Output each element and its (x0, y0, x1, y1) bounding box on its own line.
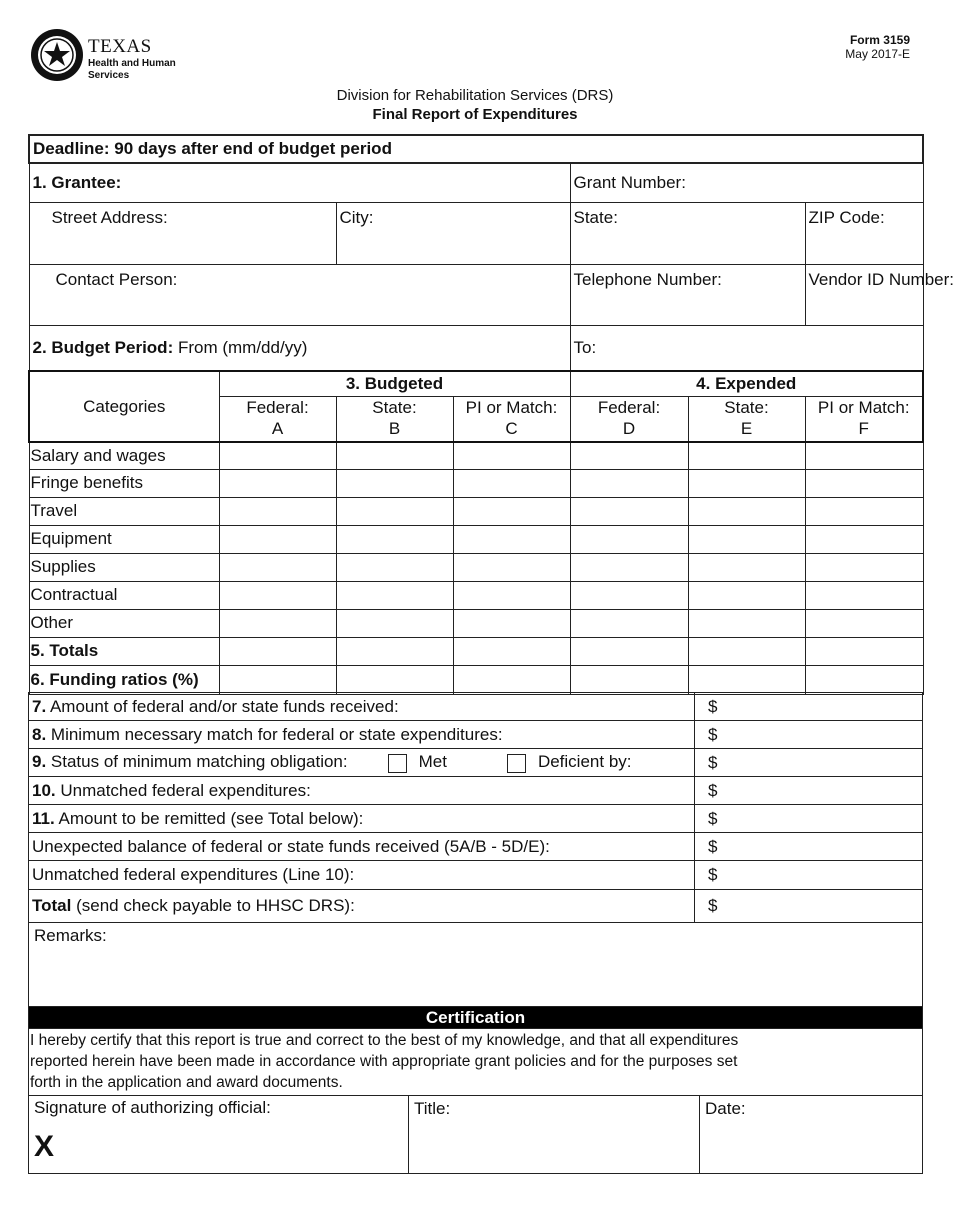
street-address-field[interactable]: Street Address: (29, 202, 336, 264)
total-line: Total (send check payable to HHSC DRS): $ (29, 890, 923, 923)
form-date: May 2017-E (845, 47, 910, 61)
title-field[interactable]: Title: (409, 1096, 700, 1174)
amount-cell[interactable] (805, 469, 923, 497)
dollar-field[interactable]: $ (695, 861, 923, 890)
deadline: Deadline: 90 days after end of budget period (29, 135, 923, 163)
amount-cell[interactable] (688, 497, 805, 525)
col-e-header: State: E (688, 396, 805, 442)
amount-cell[interactable] (336, 497, 453, 525)
amount-cell[interactable] (453, 497, 570, 525)
amount-cell[interactable] (453, 609, 570, 637)
amount-cell[interactable] (453, 665, 570, 694)
met-label: Met (418, 752, 447, 772)
vendor-id-field[interactable]: Vendor ID Number: (805, 264, 923, 325)
amount-cell[interactable] (453, 553, 570, 581)
dollar-field[interactable]: $ (695, 805, 923, 833)
amount-cell[interactable] (570, 609, 688, 637)
expended-header: 4. Expended (570, 371, 923, 396)
amount-cell[interactable] (219, 637, 336, 665)
summary-lines (28, 692, 923, 1096)
amount-cell[interactable] (453, 637, 570, 665)
zip-field[interactable]: ZIP Code: (805, 202, 923, 264)
col-c-header: PI or Match: C (453, 396, 570, 442)
amount-cell[interactable] (688, 609, 805, 637)
dollar-field[interactable]: $ (695, 890, 923, 923)
amount-cell[interactable] (219, 497, 336, 525)
unexpected-balance-line: Unexpected balance of federal or state funds received (5A/B - 5D/E): $ (29, 833, 923, 861)
remarks-field[interactable]: Remarks: (29, 923, 923, 1007)
date-field[interactable]: Date: (700, 1096, 923, 1174)
budget-period-from[interactable]: 2. Budget Period: From (mm/dd/yy) (29, 325, 570, 371)
amount-cell[interactable] (570, 637, 688, 665)
amount-cell[interactable] (219, 581, 336, 609)
state-field[interactable]: State: (570, 202, 805, 264)
certification-heading: Certification (29, 1007, 923, 1029)
amount-cell[interactable] (570, 553, 688, 581)
amount-cell[interactable] (219, 665, 336, 694)
texas-seal-icon (30, 28, 84, 82)
totals-label: 5. Totals (29, 637, 219, 665)
page-title: Final Report of Expenditures (372, 106, 578, 123)
logo-hhs: Health and Human Services (88, 58, 176, 81)
grant-number-field[interactable]: Grant Number: (570, 163, 923, 202)
amount-cell[interactable] (453, 442, 570, 469)
amount-cell[interactable] (570, 581, 688, 609)
amount-cell[interactable] (805, 609, 923, 637)
dollar-field[interactable]: $ (695, 833, 923, 861)
amount-cell[interactable] (805, 525, 923, 553)
dollar-field[interactable]: $ (695, 777, 923, 805)
certification-text: I hereby certify that this report is true and correct to the best of my knowledge, and that all expenditures reported herein have been made in accordance with appropriate grant policies and for the purposes set forth in the application and award documents. (29, 1029, 923, 1096)
dollar-field[interactable]: $ (695, 721, 923, 749)
amount-cell[interactable] (805, 637, 923, 665)
deficient-checkbox[interactable] (507, 754, 526, 773)
amount-cell[interactable] (336, 469, 453, 497)
amount-cell[interactable] (805, 497, 923, 525)
remarks-row (29, 923, 923, 1007)
unmatched-line: Unmatched federal expenditures (Line 10): $ (29, 861, 923, 890)
form-number-block (845, 33, 910, 61)
amount-cell[interactable] (688, 442, 805, 469)
amount-cell[interactable] (219, 525, 336, 553)
table-row (29, 553, 923, 581)
table-row (29, 609, 923, 637)
amount-cell[interactable] (336, 665, 453, 694)
table-row (29, 497, 923, 525)
amount-cell[interactable] (805, 442, 923, 469)
amount-cell[interactable] (336, 442, 453, 469)
form-number: Form 3159 (849, 33, 910, 47)
texas-hhs-logo (30, 28, 180, 86)
logo-texas: TEXAS (88, 36, 152, 57)
table-row (29, 637, 923, 665)
category-label: Travel (29, 497, 219, 525)
table-row (29, 442, 923, 469)
amount-cell[interactable] (570, 442, 688, 469)
amount-cell[interactable] (805, 553, 923, 581)
telephone-field[interactable]: Telephone Number: (570, 264, 805, 325)
signature-table (28, 1095, 923, 1174)
expenditure-form (28, 134, 954, 695)
division-heading: Division for Rehabilitation Services (DRS) (336, 87, 614, 104)
amount-cell[interactable] (219, 553, 336, 581)
signature-field[interactable]: Signature of authorizing official: X (29, 1096, 409, 1174)
category-label: Fringe benefits (29, 469, 219, 497)
amount-cell[interactable] (570, 497, 688, 525)
deficient-label: Deficient by: (537, 752, 632, 772)
col-d-header: Federal: D (570, 396, 688, 442)
amount-cell[interactable] (453, 581, 570, 609)
table-row (29, 581, 923, 609)
funding-ratios-label: 6. Funding ratios (%) (29, 665, 219, 694)
line-8: 8. Minimum necessary match for federal or state expenditures: $ (29, 721, 923, 749)
grantee-field[interactable]: 1. Grantee: (29, 163, 570, 202)
col-b-header: State: B (336, 396, 453, 442)
dollar-field[interactable]: $ (695, 693, 923, 721)
budget-period-to[interactable]: To: (570, 325, 923, 371)
amount-cell[interactable] (805, 581, 923, 609)
amount-cell[interactable] (688, 553, 805, 581)
city-field[interactable]: City: (336, 202, 570, 264)
amount-cell[interactable] (336, 637, 453, 665)
col-f-header: PI or Match: F (805, 396, 923, 442)
amount-cell[interactable] (453, 525, 570, 553)
met-checkbox[interactable] (388, 754, 407, 773)
amount-cell[interactable] (336, 553, 453, 581)
category-label: Supplies (29, 553, 219, 581)
line-10: 10. Unmatched federal expenditures: $ (29, 777, 923, 805)
amount-cell[interactable] (219, 442, 336, 469)
amount-cell[interactable] (570, 469, 688, 497)
amount-cell[interactable] (688, 525, 805, 553)
budgeted-header: 3. Budgeted (219, 371, 570, 396)
amount-cell[interactable] (688, 581, 805, 609)
amount-cell[interactable] (570, 665, 688, 694)
category-label: Contractual (29, 581, 219, 609)
amount-cell[interactable] (688, 469, 805, 497)
line-11: 11. Amount to be remitted (see Total below): $ (29, 805, 923, 833)
table-row (29, 525, 923, 553)
col-a-header: Federal: A (219, 396, 336, 442)
amount-cell[interactable] (453, 469, 570, 497)
amount-cell[interactable] (336, 609, 453, 637)
amount-cell[interactable] (336, 525, 453, 553)
table-row (29, 469, 923, 497)
dollar-field[interactable]: $ (695, 749, 923, 777)
amount-cell[interactable] (336, 581, 453, 609)
table-row (29, 665, 923, 694)
amount-cell[interactable] (570, 525, 688, 553)
line-9: 9. Status of minimum matching obligation: Met Deficient by: $ (29, 749, 923, 777)
categories-header: Categories (29, 371, 219, 442)
amount-cell[interactable] (805, 665, 923, 694)
contact-person-field[interactable]: Contact Person: (29, 264, 570, 325)
category-label: Salary and wages (29, 442, 219, 469)
category-label: Equipment (29, 525, 219, 553)
amount-cell[interactable] (219, 609, 336, 637)
amount-cell[interactable] (688, 637, 805, 665)
line-7: 7. Amount of federal and/or state funds received: $ (29, 693, 923, 721)
signature-x-mark: X (34, 1130, 55, 1163)
amount-cell[interactable] (688, 665, 805, 694)
amount-cell[interactable] (219, 469, 336, 497)
category-label: Other (29, 609, 219, 637)
